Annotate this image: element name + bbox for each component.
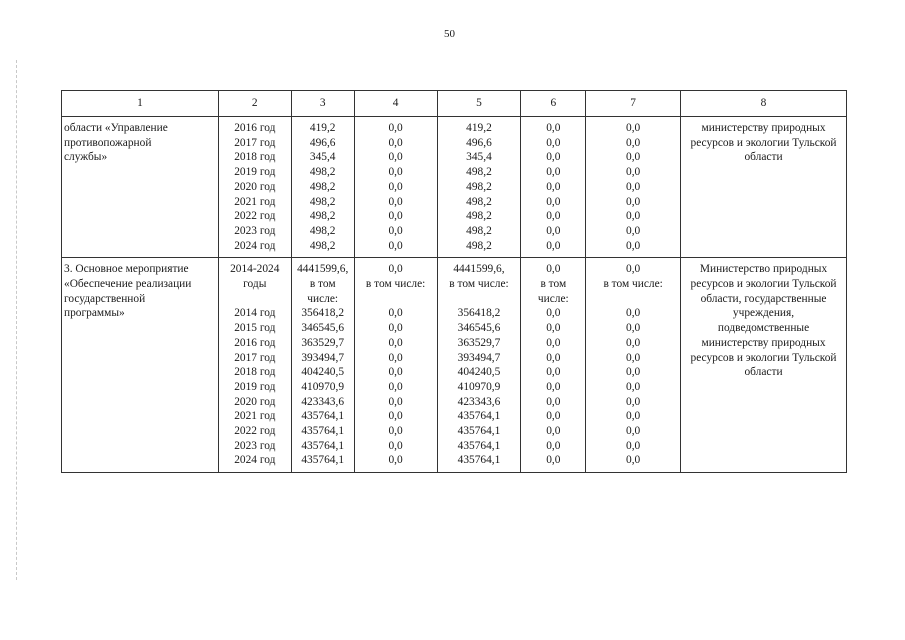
table-row [62, 258, 847, 473]
value-cell-other [586, 258, 681, 473]
text-line: 0,0 [388, 380, 403, 393]
text-line: 0,0 [546, 195, 561, 208]
text-line: 2016 год [234, 122, 276, 134]
text-line: 0,0 [626, 336, 641, 349]
page-number: 50 [444, 28, 455, 40]
text-line: 2022 год [234, 210, 276, 223]
budget-table [61, 90, 847, 473]
text-line: 0,0 [626, 136, 641, 149]
text-line: 0,0 [388, 439, 403, 452]
line-spacer [221, 292, 289, 307]
text-line: государственной [64, 292, 146, 305]
text-line: 363529,7 [457, 336, 501, 349]
value-list [440, 306, 519, 468]
column-header: 2 [218, 91, 291, 117]
text-line: 0,0 [388, 224, 403, 237]
text-line: противопожарной [64, 136, 152, 149]
text-line: 423343,6 [301, 395, 345, 408]
text-line: 2024 год [234, 239, 276, 252]
table-row [62, 117, 847, 258]
text-line: 356418,2 [457, 307, 501, 320]
text-line: 0,0 [388, 210, 403, 223]
line-spacer [357, 292, 435, 307]
executor-cell [681, 258, 847, 473]
value-cell-local [521, 258, 586, 473]
text-line: годы [243, 278, 267, 291]
column-header: 4 [354, 91, 437, 117]
text-line: 0,0 [626, 366, 641, 379]
text-line: 0,0 [546, 425, 561, 438]
text-line: 363529,7 [301, 336, 345, 349]
text-line: 2018 год [234, 366, 276, 379]
text-line: 2020 год [234, 395, 276, 408]
text-line: 435764,1 [457, 454, 501, 467]
text-line: 346545,6 [457, 322, 501, 335]
text-line: 410970,9 [301, 380, 345, 393]
text-line: 0,0 [546, 351, 561, 364]
text-line: 2023 год [234, 224, 276, 237]
measure-name-cell [62, 117, 219, 258]
text-line: министерству природных [701, 336, 826, 349]
text-line: Министерство природных [699, 263, 828, 276]
value-list [357, 306, 435, 468]
text-line: 0,0 [626, 210, 641, 223]
text-line: 0,0 [546, 180, 561, 193]
text-line: 0,0 [546, 366, 561, 379]
text-line: 498,2 [309, 195, 336, 208]
text-line: программы» [64, 307, 125, 320]
text-line: 423343,6 [457, 395, 501, 408]
value-list [588, 306, 678, 468]
total-value [588, 262, 678, 306]
text-line: 0,0 [626, 224, 641, 237]
text-line: 0,0 [546, 395, 561, 408]
text-line: 2019 год [234, 380, 276, 393]
value-cell-regional [437, 258, 521, 473]
text-line: 498,2 [309, 210, 336, 223]
text-line: области, государственные [700, 292, 827, 305]
text-line: 0,0 [626, 307, 641, 320]
value-cell-federal [354, 117, 437, 258]
text-line: 435764,1 [457, 425, 501, 438]
text-line: 0,0 [546, 136, 561, 149]
text-line: 0,0 [388, 410, 403, 423]
text-line: ресурсов и экологии Тульской [690, 278, 837, 291]
line-spacer [440, 292, 519, 307]
text-line: 0,0 [626, 439, 641, 452]
text-line: 0,0 [626, 322, 641, 335]
text-line: 0,0 [626, 351, 641, 364]
text-line: 0,0 [546, 410, 561, 423]
value-cell-regional [437, 117, 521, 258]
text-line: 0,0 [626, 454, 641, 467]
text-line: 404240,5 [457, 366, 501, 379]
text-line: 498,2 [466, 224, 492, 237]
text-line: 2024 год [234, 454, 276, 467]
text-line: 0,0 [388, 195, 403, 208]
text-line: в том числе: [449, 278, 509, 291]
text-line: 2015 год [234, 322, 276, 335]
text-line: 2016 год [234, 336, 276, 349]
text-line: 435764,1 [301, 410, 345, 423]
text-line: 0,0 [546, 336, 561, 349]
text-line: 0,0 [626, 180, 641, 193]
text-line: 0,0 [388, 366, 403, 379]
total-value [440, 262, 519, 306]
text-line: службы» [64, 151, 108, 164]
text-line: 0,0 [546, 210, 561, 223]
text-line: 2021 год [234, 410, 276, 423]
text-line: 0,0 [626, 151, 641, 164]
text-line: 0,0 [546, 454, 561, 467]
text-line: в том [540, 278, 567, 291]
text-line: числе: [537, 292, 569, 305]
text-line: 0,0 [626, 425, 641, 438]
text-line: 419,2 [466, 122, 492, 134]
text-line: в том числе: [365, 278, 426, 291]
text-line: 0,0 [388, 351, 403, 364]
text-line: 346545,6 [301, 322, 345, 335]
text-line: 356418,2 [301, 307, 345, 320]
text-line: 0,0 [626, 195, 641, 208]
text-line: 0,0 [546, 151, 561, 164]
text-line: 2023 год [234, 439, 276, 452]
column-header: 1 [62, 91, 219, 117]
column-header: 7 [586, 91, 681, 117]
value-list [523, 306, 583, 468]
line-spacer [588, 292, 678, 307]
text-line: 3. Основное мероприятие [64, 263, 189, 276]
text-line: 435764,1 [301, 454, 345, 467]
text-line: 0,0 [626, 410, 641, 423]
year-list [221, 306, 289, 468]
text-line: 2022 год [234, 425, 276, 438]
text-line: 0,0 [546, 322, 561, 335]
text-line: 0,0 [546, 166, 561, 179]
text-line: 0,0 [388, 425, 403, 438]
text-line: 0,0 [626, 122, 641, 134]
text-line: 0,0 [546, 307, 561, 320]
text-line: 498,2 [466, 210, 492, 223]
text-line: 0,0 [388, 122, 403, 134]
text-line: 435764,1 [301, 439, 345, 452]
text-line: 498,2 [309, 180, 336, 193]
text-line: министерству природных [701, 122, 826, 134]
text-line: 2019 год [234, 166, 276, 179]
text-line: 345,4 [309, 151, 336, 164]
text-line: 498,2 [466, 239, 492, 252]
text-line: области [744, 151, 783, 164]
measure-name-cell [62, 258, 219, 473]
total-value [357, 262, 435, 306]
text-line: 0,0 [626, 263, 641, 276]
text-line: учреждения, [732, 307, 795, 320]
text-line: ресурсов и экологии Тульской [690, 136, 837, 149]
text-line: 0,0 [546, 122, 561, 134]
text-line: области «Управление [64, 122, 168, 134]
text-line: области [744, 366, 783, 379]
column-header: 5 [437, 91, 521, 117]
text-line: 498,2 [309, 239, 336, 252]
text-line: в том числе: [603, 278, 663, 291]
text-line: 498,2 [309, 166, 336, 179]
text-line: 0,0 [546, 224, 561, 237]
text-line: 4441599,6, [453, 263, 505, 276]
text-line: 435764,1 [301, 425, 345, 438]
value-cell-total [291, 258, 354, 473]
text-line: 0,0 [546, 439, 561, 452]
text-line: 0,0 [626, 380, 641, 393]
year-cell [218, 258, 291, 473]
text-line: 0,0 [388, 307, 403, 320]
text-line: 498,2 [309, 224, 336, 237]
text-line: 393494,7 [301, 351, 345, 364]
text-line: 2020 год [234, 180, 276, 193]
text-line: 0,0 [546, 263, 561, 276]
text-line: 498,2 [466, 180, 492, 193]
total-value [294, 262, 352, 306]
text-line: в том [309, 278, 336, 291]
text-line: 0,0 [388, 136, 403, 149]
value-cell-federal [354, 258, 437, 473]
text-line: 2017 год [234, 351, 276, 364]
text-line: подведомственные [717, 322, 810, 335]
text-line: 2014-2024 [230, 263, 280, 276]
text-line: 404240,5 [301, 366, 345, 379]
value-cell-total [291, 117, 354, 258]
text-line: 498,2 [466, 166, 492, 179]
text-line: 0,0 [388, 151, 403, 164]
text-line: 410970,9 [457, 380, 501, 393]
text-line: 0,0 [388, 395, 403, 408]
text-line: 0,0 [388, 180, 403, 193]
text-line: 0,0 [388, 166, 403, 179]
text-line: 0,0 [546, 239, 561, 252]
column-header: 3 [291, 91, 354, 117]
text-line: «Обеспечение реализации [64, 278, 192, 291]
text-line: 435764,1 [457, 410, 501, 423]
text-line: 393494,7 [457, 351, 501, 364]
value-cell-local [521, 117, 586, 258]
value-list [294, 306, 352, 468]
text-line: 0,0 [626, 395, 641, 408]
text-line: 496,6 [309, 136, 336, 149]
text-line: 345,4 [466, 151, 492, 164]
text-line: 0,0 [546, 380, 561, 393]
value-cell-other [586, 117, 681, 258]
text-line: 498,2 [466, 195, 492, 208]
text-line: 0,0 [626, 239, 641, 252]
text-line: 2021 год [234, 195, 276, 208]
total-label [221, 262, 289, 306]
total-value [523, 262, 583, 306]
text-line: 419,2 [309, 122, 336, 134]
text-line: 0,0 [626, 166, 641, 179]
text-line: 2018 год [234, 151, 276, 164]
text-line: 0,0 [388, 322, 403, 335]
column-header: 8 [681, 91, 847, 117]
text-line: числе: [307, 292, 339, 305]
text-line: 496,6 [466, 136, 492, 149]
text-line: 0,0 [388, 263, 403, 276]
text-line: 435764,1 [457, 439, 501, 452]
year-cell [218, 117, 291, 258]
text-line: 4441599,6, [297, 263, 349, 276]
text-line: 0,0 [388, 336, 403, 349]
text-line: 2014 год [234, 307, 276, 320]
text-line: ресурсов и экологии Тульской [690, 351, 837, 364]
text-line: 2017 год [234, 136, 276, 149]
column-header: 6 [521, 91, 586, 117]
text-line: 0,0 [388, 454, 403, 467]
scan-margin-line [16, 60, 17, 580]
header-row [62, 91, 847, 117]
executor-cell [681, 117, 847, 258]
text-line: 0,0 [388, 239, 403, 252]
